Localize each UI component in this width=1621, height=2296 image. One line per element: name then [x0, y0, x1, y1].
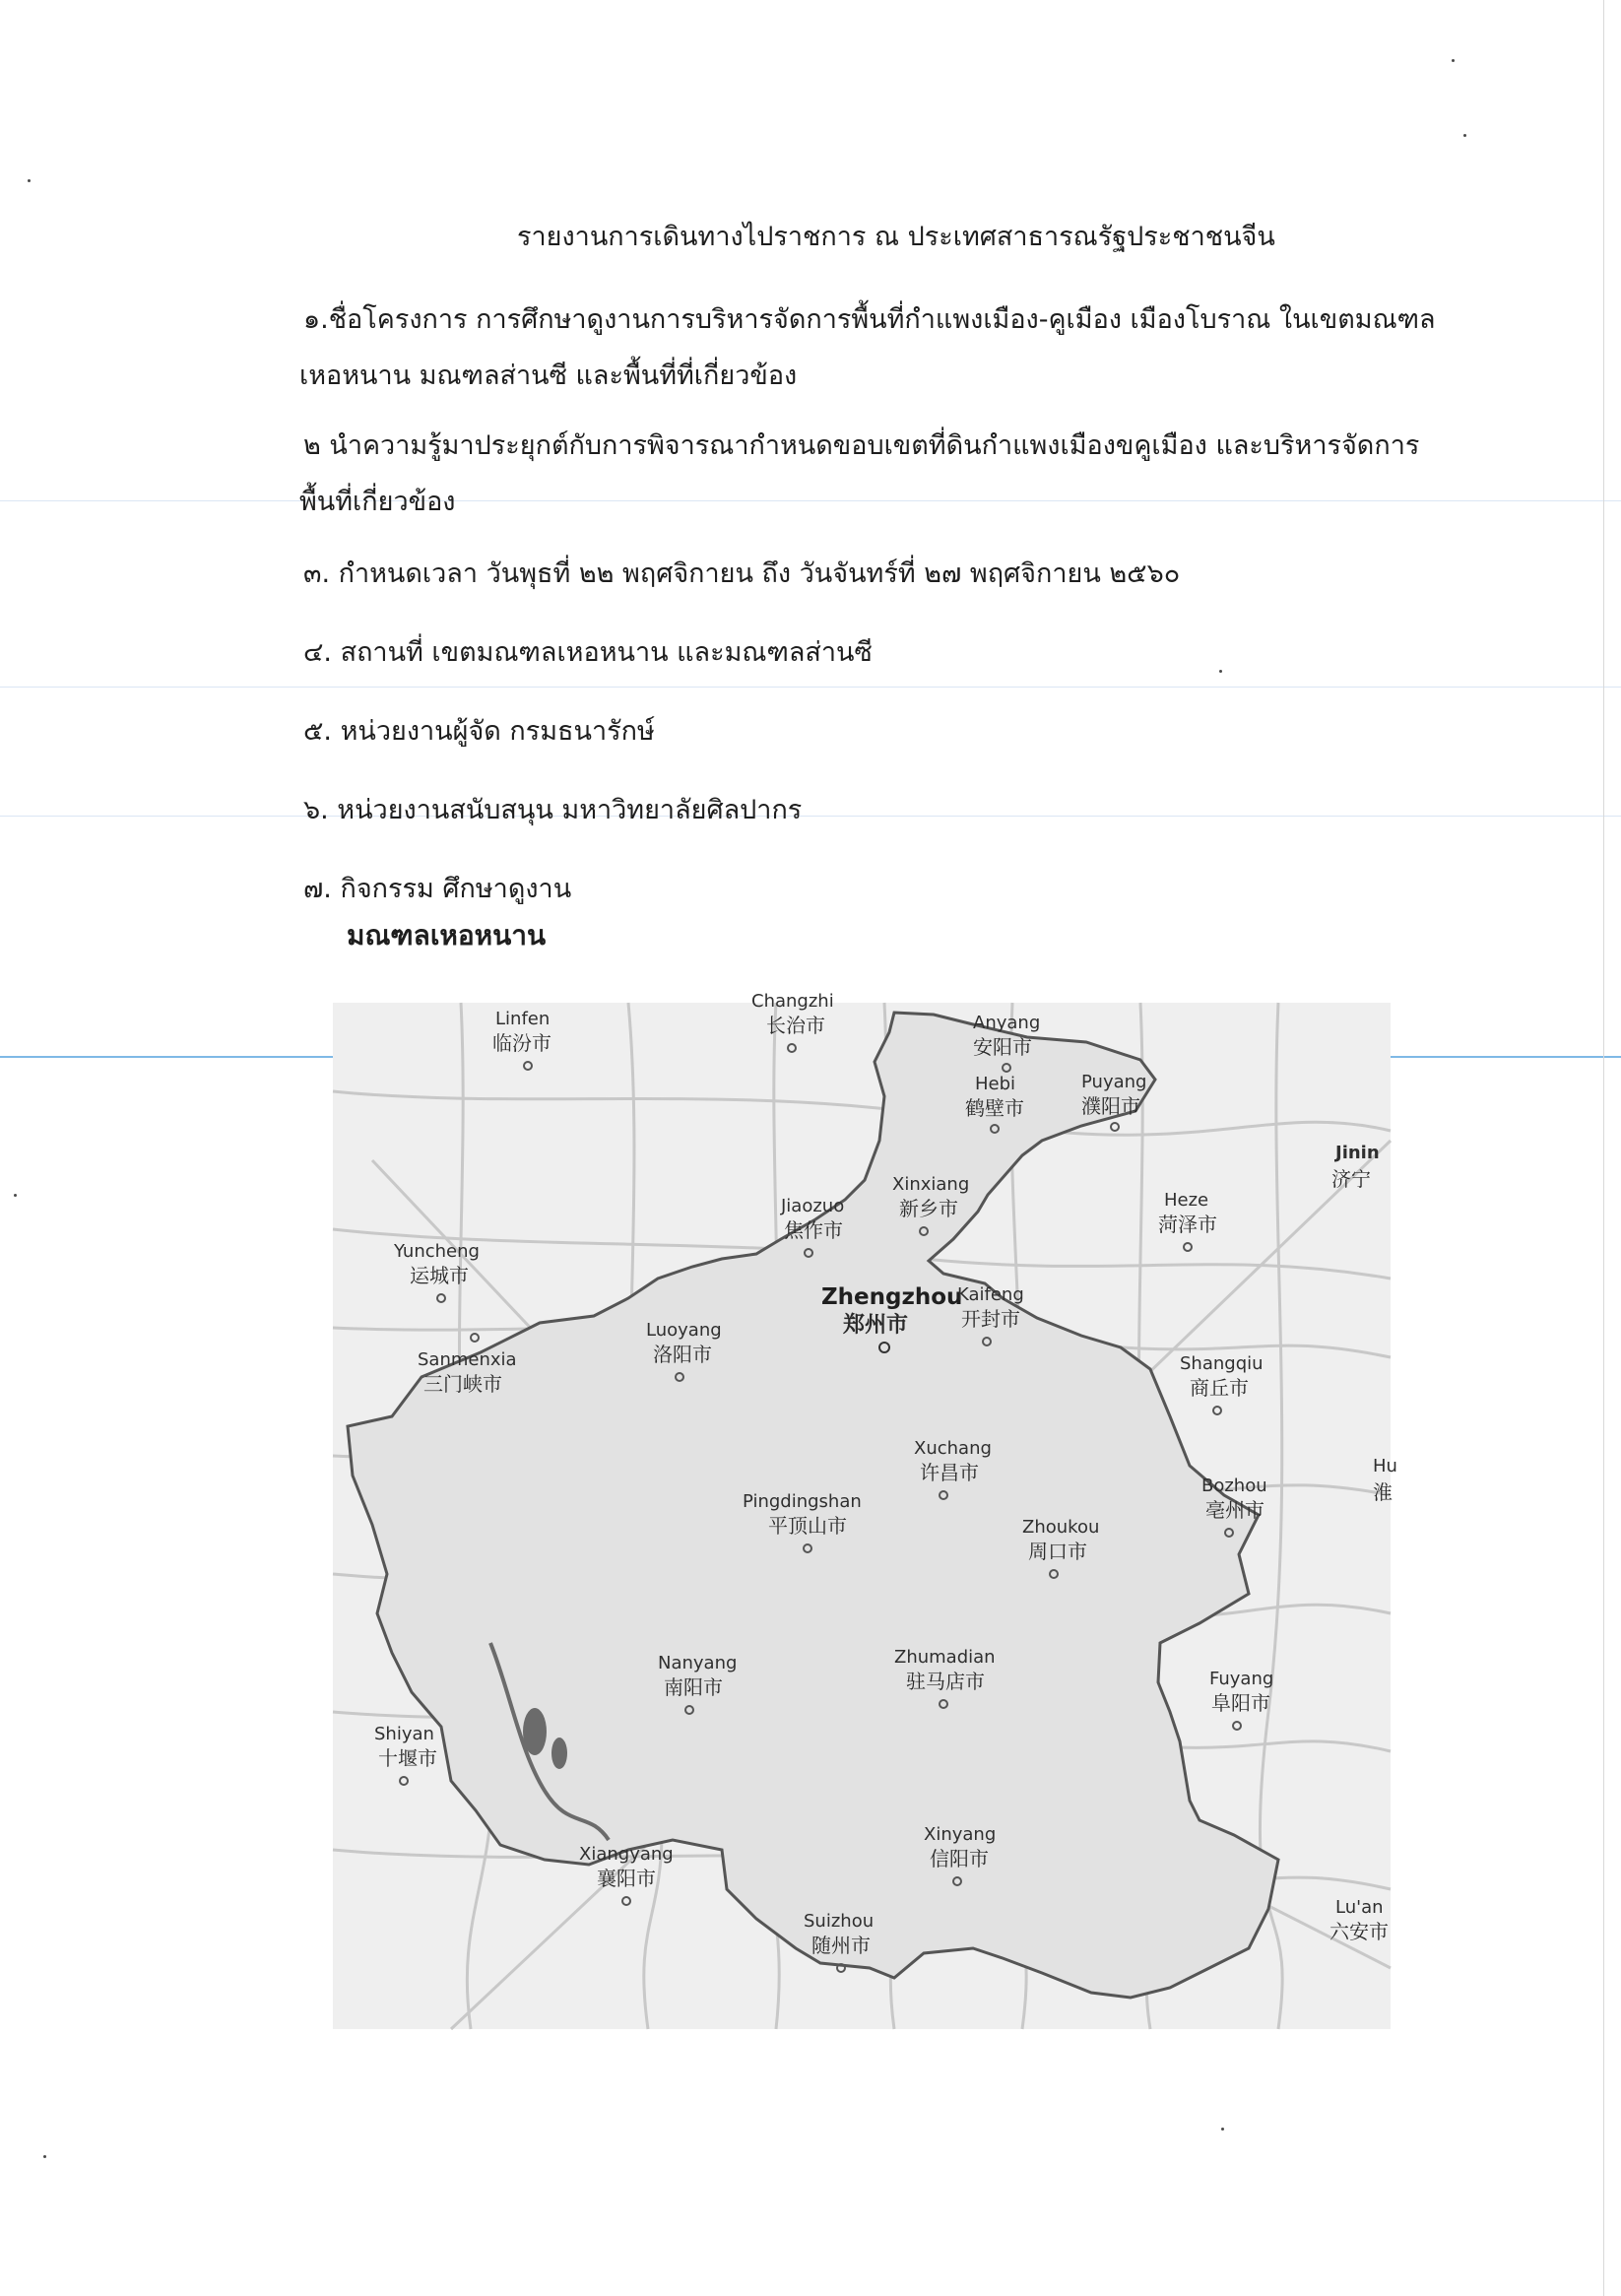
city-label-en: Luoyang	[646, 1320, 722, 1341]
scan-speck	[14, 1194, 17, 1197]
city-label-en: Shiyan	[374, 1724, 434, 1744]
city-label-zh: 运城市	[410, 1264, 469, 1287]
city-marker	[1184, 1243, 1192, 1251]
city-label-zh: 郑州市	[843, 1313, 909, 1338]
city-label-zh: 安阳市	[973, 1035, 1032, 1059]
city-label-en: Nanyang	[658, 1653, 738, 1673]
city-label-zh: 新乡市	[899, 1197, 958, 1220]
city-label-en: Jiaozuo	[781, 1196, 845, 1216]
city-label-zh: 开封市	[961, 1307, 1020, 1331]
city-label-en: Suizhou	[804, 1911, 875, 1932]
scan-speck	[1219, 670, 1222, 673]
city-label-zh: 商丘市	[1190, 1376, 1249, 1400]
city-label-en: Xiangyang	[579, 1844, 674, 1865]
city-label-en: Zhumadian	[894, 1647, 996, 1668]
city-marker	[1213, 1407, 1221, 1414]
city-label-zh: 周口市	[1028, 1540, 1087, 1563]
city-label-en: Zhengzhou	[821, 1284, 963, 1310]
city-label-en: Shangqiu	[1180, 1353, 1264, 1374]
item-activity: ๗. กิจกรรม ศึกษาดูงาน	[303, 874, 572, 904]
city-label-en: Heze	[1164, 1190, 1209, 1211]
city-label-en: Kaifeng	[957, 1284, 1024, 1305]
city-label-en: Lu'an	[1335, 1897, 1384, 1918]
city-label-en: Changzhi	[751, 991, 834, 1012]
city-marker	[437, 1294, 445, 1302]
item-line: พื้นที่เกี่ยวข้อง	[299, 487, 456, 517]
city-label-zh: 南阳市	[664, 1675, 723, 1699]
document-title: รายงานการเดินทางไปราชการ ณ ประเทศสาธารณรัฐประชาชนจีน	[517, 222, 1275, 252]
city-label-zh: 随州市	[811, 1934, 871, 1957]
scan-speck	[1463, 134, 1466, 137]
map-svg	[333, 991, 1397, 2029]
city-label-zh: 濮阳市	[1081, 1094, 1140, 1118]
item-organizer: ๕. หน่วยงานผู้จัด กรมธนารักษ์	[303, 716, 655, 747]
city-marker	[1233, 1722, 1241, 1730]
item-line: เหอหนาน มณฑลส่านซี และพื้นที่ที่เกี่ยวข้อง	[299, 361, 798, 391]
city-marker	[524, 1062, 532, 1070]
city-label-zh: 驻马店市	[906, 1670, 985, 1693]
scan-rule	[0, 687, 1621, 688]
city-marker	[1111, 1123, 1119, 1131]
city-label-zh: 亳州市	[1205, 1498, 1264, 1522]
city-label-en: Anyang	[973, 1013, 1041, 1033]
city-label-zh: 长治市	[766, 1014, 825, 1037]
city-label-en: Pingdingshan	[743, 1491, 862, 1512]
city-label-zh: 许昌市	[920, 1461, 979, 1484]
city-label-en: Hu	[1373, 1456, 1397, 1476]
city-label-en: Fuyang	[1209, 1669, 1274, 1689]
item-supporter: ๖. หน่วยงานสนับสนุน มหาวิทยาลัยศิลปากร	[303, 795, 803, 825]
city-label-en: Yuncheng	[394, 1241, 480, 1262]
city-label-zh: 菏泽市	[1158, 1213, 1217, 1236]
scan-speck	[1452, 59, 1455, 62]
scan-speck	[28, 179, 31, 182]
city-label-zh: 三门峡市	[423, 1372, 502, 1396]
city-label-en: Linfen	[495, 1009, 551, 1029]
city-label-en: Zhoukou	[1022, 1517, 1100, 1538]
item-location: ๔. สถานที่ เขตมณฑลเหอหนาน และมณฑลส่านซี	[303, 637, 873, 668]
item-line: ๒ นำความรู้มาประยุกต์กับการพิจารณากำหนดขอบเขตที่ดินกำแพงเมืองขคูเมือง และบริหารจัดการ	[303, 430, 1420, 461]
city-label-en: Xinyang	[924, 1824, 997, 1845]
henan-province-map	[333, 991, 1397, 2029]
city-marker	[788, 1044, 796, 1052]
city-marker	[622, 1897, 630, 1905]
city-label-zh: 淮	[1373, 1480, 1393, 1504]
city-label-zh: 鹤壁市	[965, 1096, 1024, 1120]
scan-speck	[1221, 2128, 1224, 2131]
item-schedule: ๓. กำหนดเวลา วันพุธที่ ๒๒ พฤศจิกายน ถึง วันจันทร์ที่ ๒๗ พฤศจิกายน ๒๕๖๐	[303, 558, 1181, 589]
city-label-en: Jinin	[1335, 1143, 1380, 1163]
city-label-zh: 济宁	[1331, 1167, 1371, 1191]
reservoir	[523, 1708, 547, 1755]
scan-rule	[0, 816, 1621, 817]
section-heading: มณฑลเหอหนาน	[347, 919, 547, 951]
city-label-zh: 焦作市	[784, 1218, 843, 1242]
city-label-zh: 洛阳市	[653, 1343, 712, 1366]
item-objective	[299, 424, 1420, 522]
city-marker	[471, 1334, 479, 1342]
city-label-en: Sanmenxia	[418, 1349, 517, 1370]
item-line: ๑.ชื่อโครงการ การศึกษาดูงานการบริหารจัดการพื้นที่กำแพงเมือง-คูเมือง เมืองโบราณ ในเขตมณฑล	[303, 304, 1436, 335]
city-label-en: Xinxiang	[892, 1174, 970, 1195]
item-project-name	[299, 297, 1436, 396]
city-label-zh: 十堰市	[378, 1746, 437, 1770]
city-label-zh: 临汾市	[492, 1031, 551, 1055]
city-label-zh: 平顶山市	[768, 1514, 847, 1538]
city-label-zh: 阜阳市	[1211, 1691, 1270, 1715]
city-label-zh: 襄阳市	[597, 1867, 656, 1890]
page-edge	[1603, 0, 1604, 2296]
scan-speck	[43, 2155, 46, 2158]
city-label-en: Xuchang	[914, 1438, 992, 1459]
city-label-zh: 六安市	[1329, 1920, 1389, 1943]
city-marker	[400, 1777, 408, 1785]
city-label-en: Bozhou	[1201, 1476, 1267, 1496]
city-label-en: Puyang	[1081, 1072, 1147, 1092]
city-label-en: Hebi	[975, 1074, 1016, 1094]
city-label-zh: 信阳市	[930, 1847, 989, 1870]
reservoir	[551, 1738, 567, 1769]
